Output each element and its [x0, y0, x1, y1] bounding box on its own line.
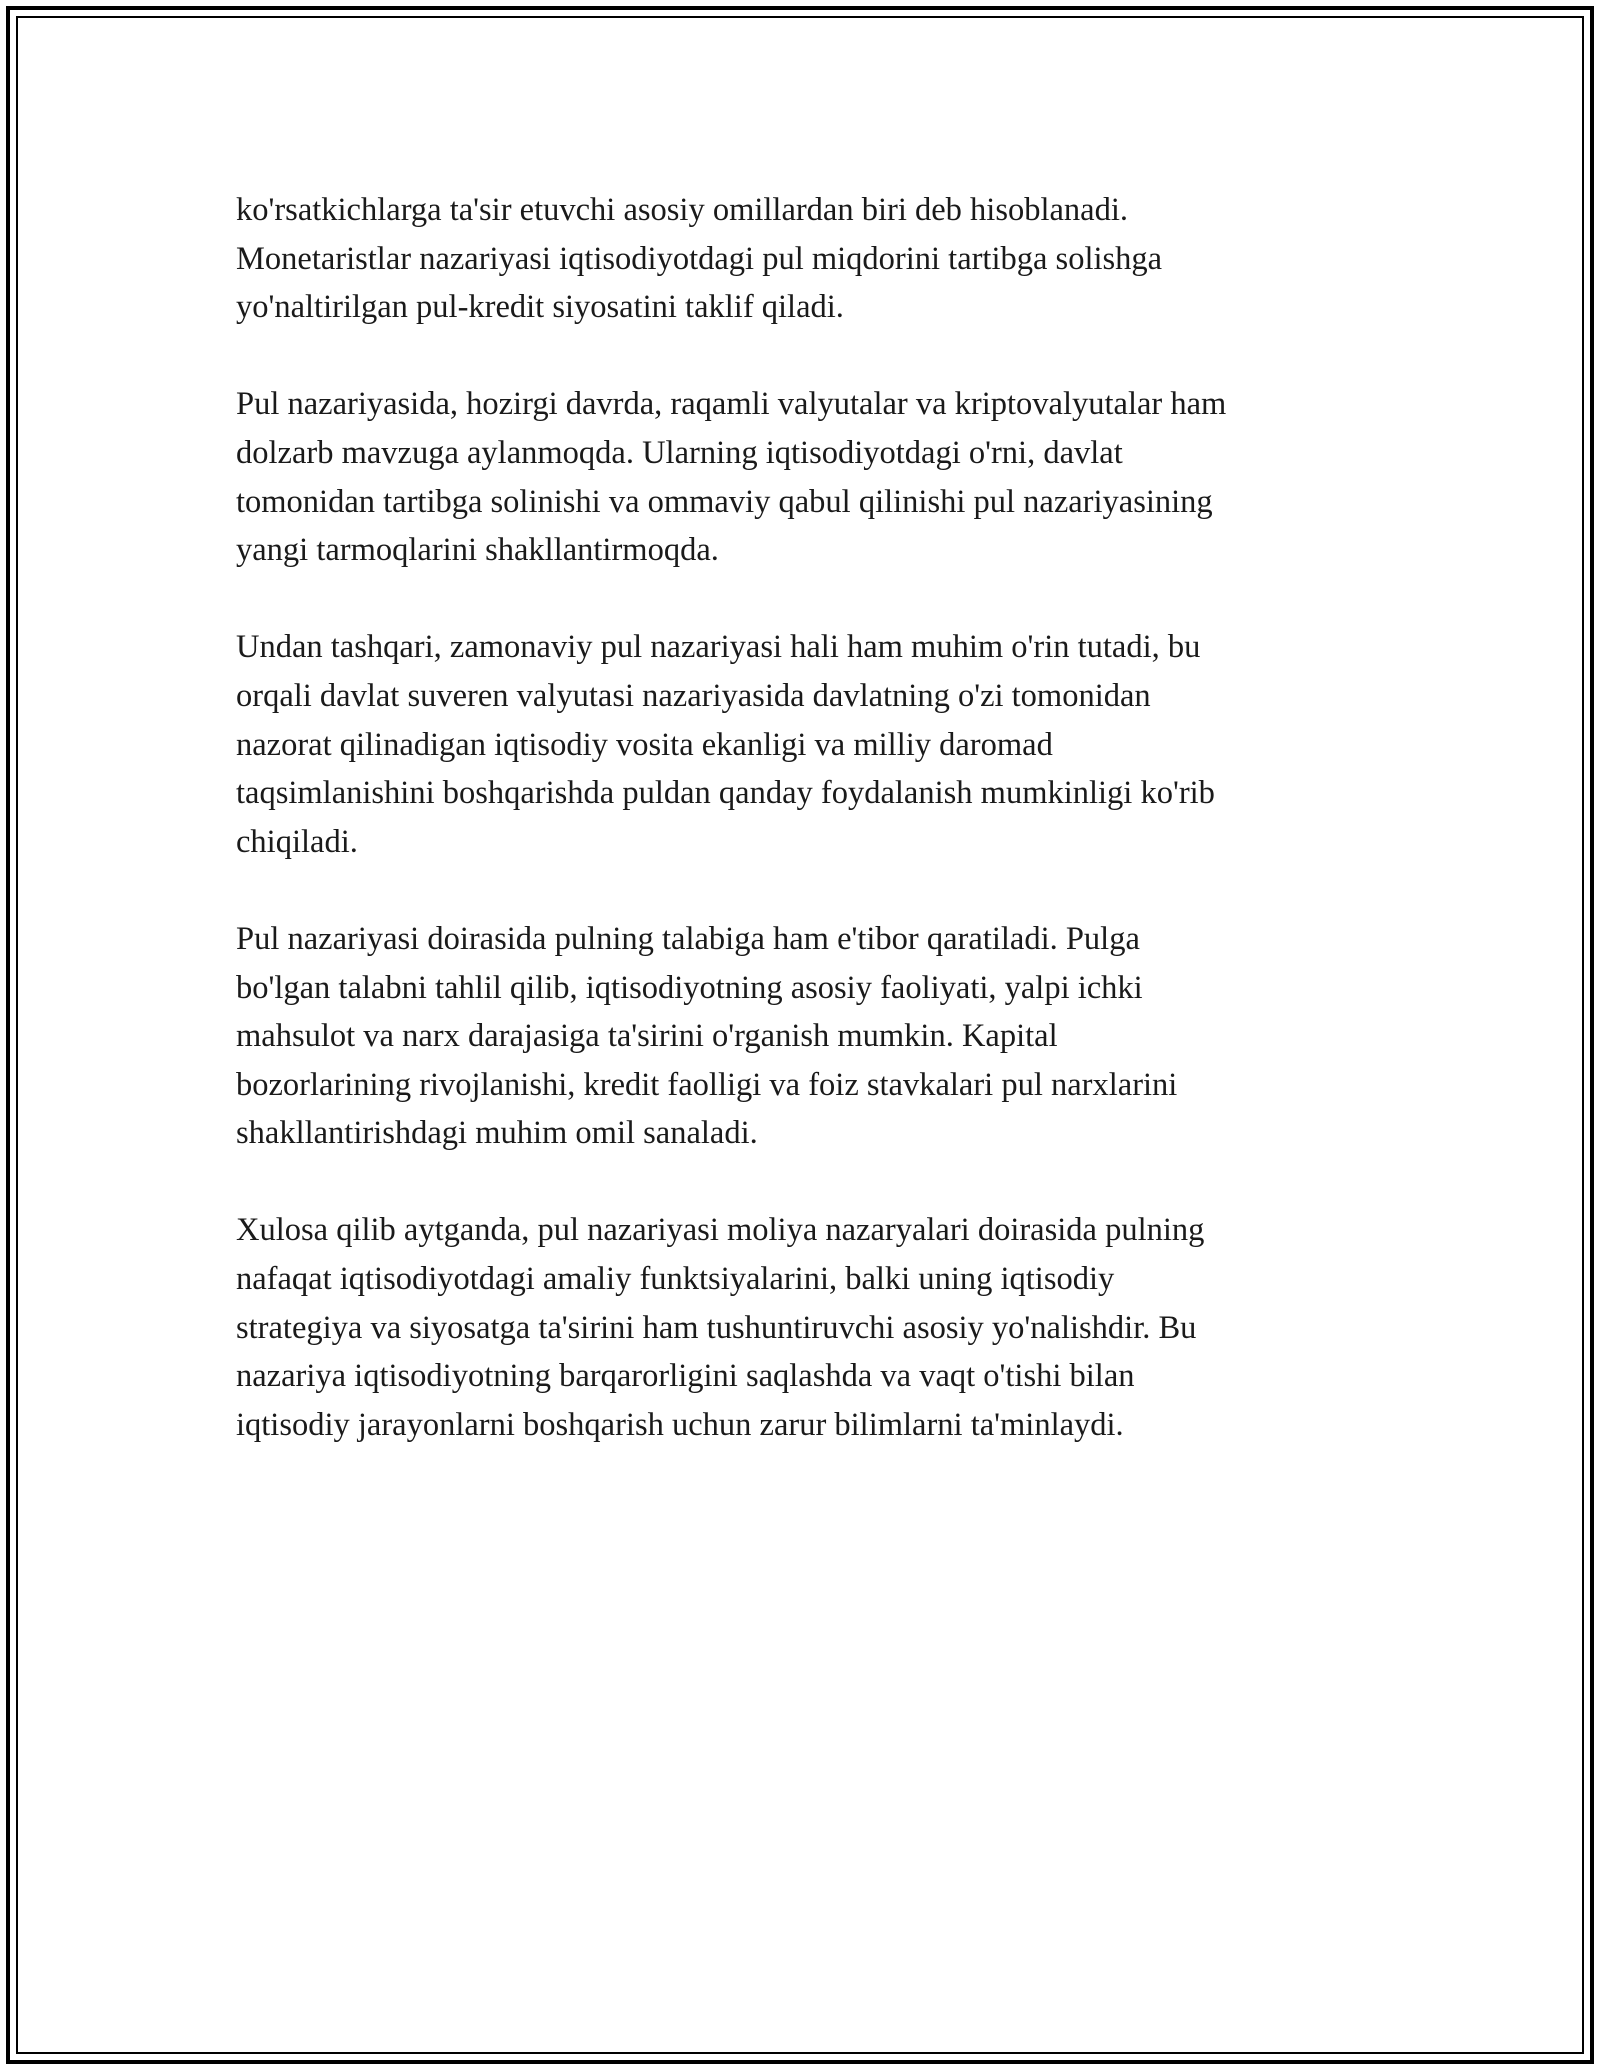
document-body [236, 186, 1366, 1498]
paragraph-5: Xulosa qilib aytganda, pul nazariyasi moliya nazaryalari doirasida pulning nafaqat iqtisodiyotdagi amaliy funktsiyalarini, balki uning iqtisodiy strategiya va siyosatga ta'sirini ham tushuntiruvchi asosiy yo'nalishdir. Bu nazariya iqtisodiyotning barqarorligini saqlashda va vaqt o'tishi bilan iqtisodiy jarayonlarni boshqarish uchun zarur bilimlarni ta'minlaydi. [236, 1212, 1205, 1443]
paragraph-1: ko'rsatkichlarga ta'sir etuvchi asosiy omillardan biri deb hisoblanadi. Monetaristlar nazariyasi iqtisodiyotdagi pul miqdorini tartibga solishga yo'naltirilgan pul-kredit siyosatini taklif qiladi. [236, 192, 1163, 326]
paragraph-4: Pul nazariyasi doirasida pulning talabiga ham e'tibor qaratiladi. Pulga bo'lgan talabni tahlil qilib, iqtisodiyotning asosiy faoliyati, yalpi ichki mahsulot va narx darajasiga ta'sirini o'rganish mumkin. Kapital bozorlarining rivojlanishi, kredit faolligi va foiz stavkalari pul narxlarini shakllantirishdagi muhim omil sanaladi. [236, 920, 1178, 1152]
paragraph-3: Undan tashqari, zamonaviy pul nazariyasi hali ham muhim o'rin tutadi, bu orqali davlat suveren valyutasi nazariyasida davlatning o'zi tomonidan nazorat qilinadigan iqtisodiy vosita ekanligi va milliy daromad taqsimlanishini boshqarishda puldan qanday foydalanish mumkinligi ko'rib chiqiladi. [236, 629, 1215, 860]
paragraph-2: Pul nazariyasida, hozirgi davrda, raqamli valyutalar va kriptovalyutalar ham dolzarb mavzuga aylanmoqda. Ularning iqtisodiyotdagi o'rni, davlat tomonidan tartibga solinishi va ommaviy qabul qilinishi pul nazariyasining yangi tarmoqlarini shakllantirmoqda. [236, 386, 1227, 569]
